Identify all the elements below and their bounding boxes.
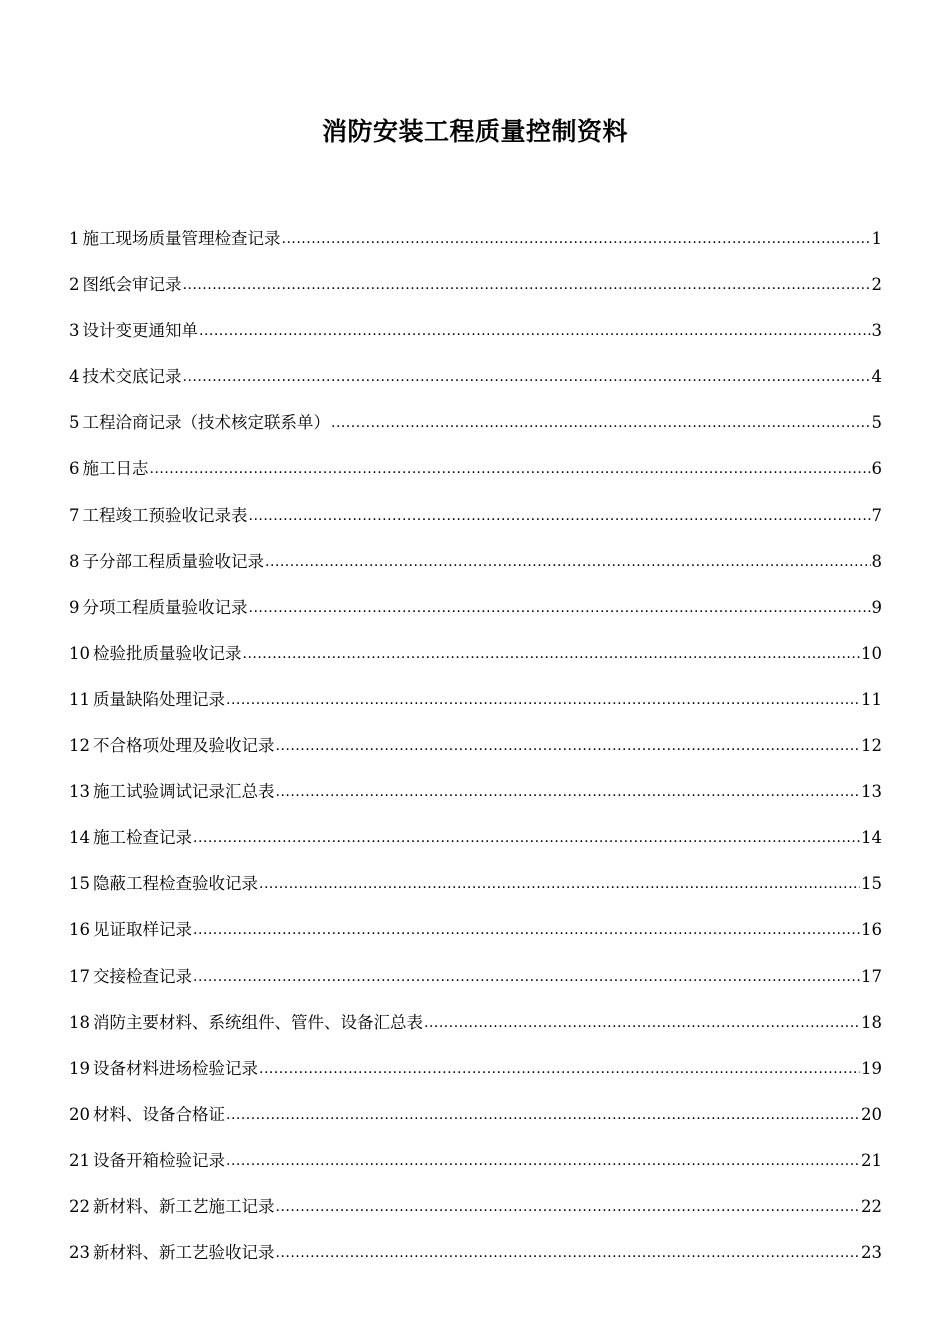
toc-leader-dots — [243, 637, 861, 670]
toc-entry[interactable] — [69, 914, 882, 960]
toc-entry-number: 8 — [69, 551, 80, 571]
toc-entry-page-number: 18 — [861, 1012, 882, 1032]
toc-entry[interactable] — [69, 684, 882, 730]
toc-entry-label: 材料、设备合格证 — [93, 1104, 225, 1124]
table-of-contents — [69, 223, 882, 1283]
toc-leader-dots — [276, 775, 861, 808]
toc-entry-number: 18 — [69, 1012, 90, 1032]
toc-leader-dots — [226, 683, 860, 716]
toc-entry-label: 施工试验调试记录汇总表 — [93, 782, 275, 802]
toc-entry[interactable] — [69, 407, 882, 453]
toc-leader-dots — [282, 222, 871, 255]
toc-entry[interactable] — [69, 1007, 882, 1053]
toc-entry[interactable] — [69, 1053, 882, 1099]
toc-leader-dots — [199, 314, 871, 347]
toc-entry-label: 施工现场质量管理检查记录 — [82, 229, 281, 248]
toc-entry-label: 不合格项处理及验收记录 — [93, 736, 275, 756]
toc-entry-number: 19 — [69, 1058, 90, 1078]
toc-leader-dots — [276, 1236, 861, 1269]
toc-leader-dots — [331, 406, 871, 439]
toc-entry-page-number: 17 — [861, 966, 882, 986]
toc-leader-dots — [183, 268, 871, 301]
toc-entry-page-number: 20 — [861, 1104, 882, 1124]
toc-entry-page-number: 6 — [871, 459, 882, 479]
toc-entry-page-number: 23 — [861, 1243, 882, 1263]
toc-entry[interactable] — [69, 638, 882, 684]
toc-entry[interactable] — [69, 361, 882, 407]
toc-leader-dots — [226, 1144, 860, 1177]
toc-entry[interactable] — [69, 269, 882, 315]
toc-entry[interactable] — [69, 776, 882, 822]
toc-entry-number: 12 — [69, 736, 90, 756]
toc-entry-label: 技术交底记录 — [82, 367, 182, 387]
toc-entry[interactable] — [69, 1099, 882, 1145]
toc-entry-page-number: 13 — [861, 782, 882, 802]
toc-entry-page-number: 1 — [871, 229, 882, 248]
toc-entry[interactable] — [69, 1191, 882, 1237]
toc-entry-number: 13 — [69, 782, 90, 802]
toc-entry-number: 15 — [69, 874, 90, 894]
toc-entry[interactable] — [69, 1145, 882, 1191]
toc-entry-number: 11 — [69, 689, 90, 709]
toc-entry-number: 23 — [69, 1243, 90, 1263]
toc-entry-page-number: 21 — [861, 1150, 882, 1170]
toc-entry-number: 6 — [69, 459, 80, 479]
toc-entry-label: 设备开箱检验记录 — [93, 1150, 225, 1170]
document-title: 消防安装工程质量控制资料 — [321, 117, 628, 146]
toc-entry-label: 施工日志 — [82, 459, 149, 479]
toc-leader-dots — [193, 960, 860, 993]
toc-entry-page-number: 14 — [861, 828, 882, 848]
toc-entry-number: 5 — [69, 413, 80, 433]
toc-entry-page-number: 8 — [871, 551, 882, 571]
toc-entry-number: 7 — [69, 505, 80, 525]
toc-entry[interactable] — [69, 961, 882, 1007]
toc-entry-label: 设备材料进场检验记录 — [93, 1058, 258, 1078]
toc-entry-number: 14 — [69, 828, 90, 848]
toc-entry-label: 消防主要材料、系统组件、管件、设备汇总表 — [93, 1012, 423, 1032]
toc-entry-page-number: 3 — [871, 321, 882, 341]
toc-leader-dots — [259, 1052, 860, 1085]
toc-entry-label: 工程洽商记录（技术核定联系单） — [82, 413, 330, 433]
toc-entry-label: 新材料、新工艺验收记录 — [93, 1243, 275, 1263]
toc-entry-number: 16 — [69, 920, 90, 940]
toc-entry-label: 图纸会审记录 — [82, 275, 182, 295]
toc-entry-page-number: 16 — [861, 920, 882, 940]
toc-leader-dots — [193, 821, 860, 854]
toc-leader-dots — [249, 591, 871, 624]
toc-entry[interactable] — [69, 868, 882, 914]
toc-entry-number: 10 — [69, 643, 90, 663]
toc-entry[interactable] — [69, 592, 882, 638]
toc-entry-page-number: 7 — [871, 505, 882, 525]
toc-entry-label: 质量缺陷处理记录 — [93, 689, 225, 709]
toc-entry-page-number: 15 — [861, 874, 882, 894]
toc-entry[interactable] — [69, 500, 882, 546]
toc-entry-label: 检验批质量验收记录 — [93, 643, 242, 663]
toc-entry[interactable] — [69, 315, 882, 361]
toc-leader-dots — [183, 360, 871, 393]
toc-entry[interactable] — [69, 730, 882, 776]
toc-entry-number: 17 — [69, 966, 90, 986]
toc-entry-page-number: 12 — [861, 736, 882, 756]
toc-entry-number: 3 — [69, 321, 80, 341]
toc-entry-label: 施工检查记录 — [93, 828, 192, 848]
toc-leader-dots — [276, 729, 861, 762]
toc-entry-label: 新材料、新工艺施工记录 — [93, 1196, 275, 1216]
toc-entry[interactable] — [69, 453, 882, 499]
toc-entry[interactable] — [69, 223, 882, 269]
toc-leader-dots — [249, 499, 871, 532]
toc-leader-dots — [193, 913, 860, 946]
toc-entry[interactable] — [69, 546, 882, 592]
toc-entry-page-number: 5 — [871, 413, 882, 433]
toc-entry-label: 交接检查记录 — [93, 966, 192, 986]
toc-entry-page-number: 11 — [861, 689, 882, 709]
toc-entry[interactable] — [69, 1237, 882, 1283]
toc-entry-number: 21 — [69, 1150, 90, 1170]
toc-leader-dots — [150, 452, 871, 485]
toc-entry-page-number: 4 — [871, 367, 882, 387]
toc-entry-page-number: 10 — [861, 643, 882, 663]
toc-entry-page-number: 22 — [861, 1196, 882, 1216]
toc-entry-number: 22 — [69, 1196, 90, 1216]
toc-entry-page-number: 9 — [871, 597, 882, 617]
toc-leader-dots — [265, 545, 871, 578]
toc-entry-number: 20 — [69, 1104, 90, 1124]
toc-entry-number: 1 — [69, 229, 80, 248]
toc-entry-number: 2 — [69, 275, 80, 295]
toc-leader-dots — [259, 867, 860, 900]
toc-entry-label: 工程竣工预验收记录表 — [82, 505, 248, 525]
toc-entry-page-number: 19 — [861, 1058, 882, 1078]
toc-leader-dots — [276, 1190, 861, 1223]
toc-entry-page-number: 2 — [871, 275, 882, 295]
toc-entry-label: 子分部工程质量验收记录 — [82, 551, 264, 571]
toc-entry-label: 见证取样记录 — [93, 920, 192, 940]
toc-entry-number: 4 — [69, 367, 80, 387]
toc-entry-label: 分项工程质量验收记录 — [82, 597, 248, 617]
toc-entry-label: 设计变更通知单 — [82, 321, 198, 341]
toc-entry[interactable] — [69, 822, 882, 868]
toc-leader-dots — [226, 1098, 860, 1131]
toc-leader-dots — [424, 1006, 860, 1039]
toc-entry-number: 9 — [69, 597, 80, 617]
toc-entry-label: 隐蔽工程检查验收记录 — [93, 874, 258, 894]
